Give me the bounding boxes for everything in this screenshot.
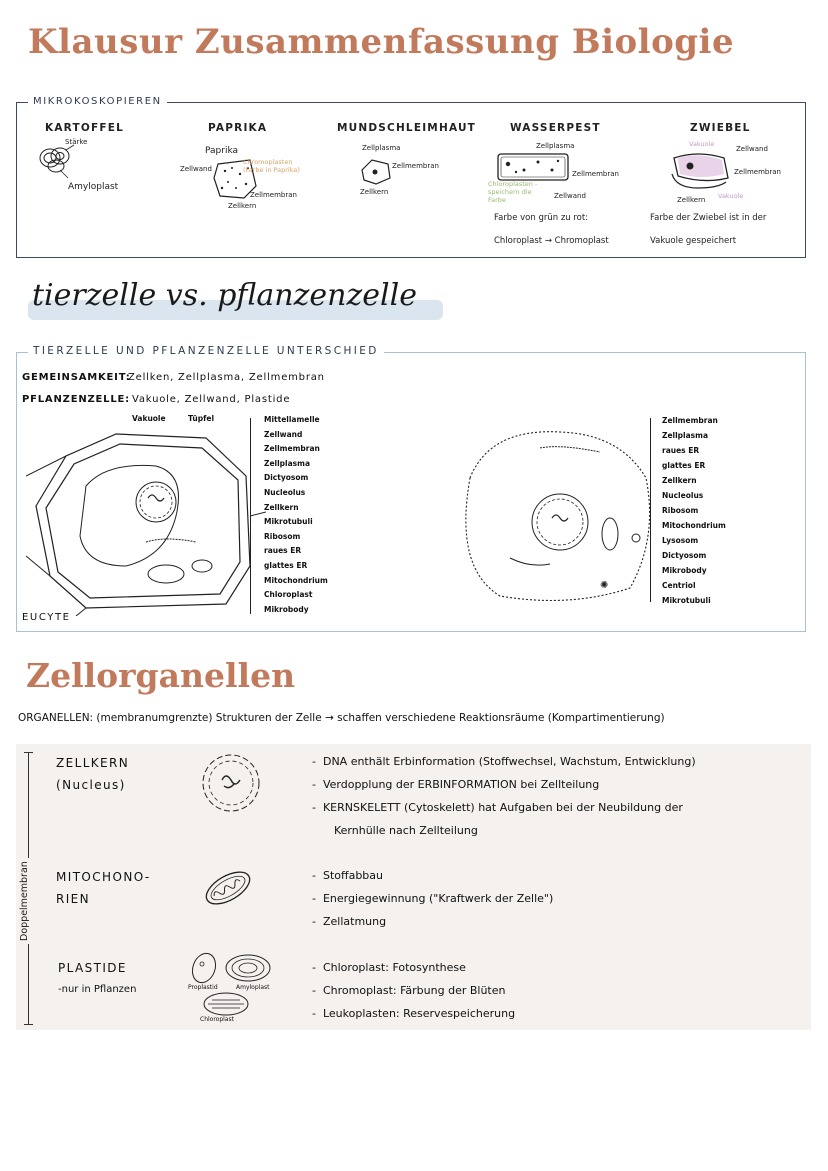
zellkern-name-sub: (Nucleus) (56, 778, 126, 792)
plastide-bullet: - Chromoplast: Färbung der Blüten (312, 984, 506, 997)
unterschied-label: TIERZELLE UND PFLANZENZELLE UNTERSCHIED (28, 345, 384, 357)
wasser-label-1: Zellmembran (572, 170, 619, 178)
wasser-label-0: Zellplasma (536, 142, 575, 150)
mund-drawing (358, 156, 394, 186)
mito-bullet: - Energiegewinnung ("Kraftwerk der Zelle") (312, 892, 554, 905)
plant-label: Chloroplast (264, 590, 313, 600)
paprika-label-0: Paprika (205, 146, 239, 156)
mito-bullets (312, 864, 553, 933)
plant-label: Zellkern (264, 502, 299, 512)
zellkern-bullet-cont: Kernhülle nach Zellteilung (334, 824, 478, 837)
plastide-bullet: - Leukoplasten: Reservespeicherung (312, 1007, 516, 1020)
wasser-label-3: Zellwand (554, 192, 586, 200)
paprika-label-3: Zellmembran (250, 191, 297, 199)
section-heading-tier-pflanze: tierzelle vs. pflanzenzelle (32, 278, 418, 313)
eucyte-label: EUCYTE (22, 612, 71, 623)
kartoffel-drawing (36, 140, 96, 180)
organellen-definition: ORGANELLEN: (membranumgrenzte) Strukturen der Zelle → schaffen verschiedene Reaktionsräume (Kompartimentierung) (18, 712, 665, 724)
zellkern-bullet: - Verdopplung der ERBINFORMATION bei Zellteilung (312, 778, 600, 791)
zwiebel-note-1: Farbe der Zwiebel ist in der (650, 213, 767, 223)
bracket-cap-top (24, 752, 33, 753)
zwiebel-label-3: Zellkern (677, 196, 706, 204)
animal-cell-drawing (450, 418, 660, 608)
nucleus-icon (196, 752, 266, 814)
plant-top-label-0: Vakuole (132, 414, 166, 423)
wasser-note-2: Chloroplast → Chromoplast (494, 236, 609, 246)
plastide-bullet: - Chloroplast: Fotosynthese (312, 961, 466, 974)
wasser-title: WASSERPEST (510, 122, 601, 134)
zwiebel-label-2: Zellmembran (734, 168, 781, 176)
wasser-note-1: Farbe von grün zu rot: (494, 213, 589, 223)
paprika-title: PAPRIKA (208, 122, 268, 134)
mund-title: MUNDSCHLEIMHAUT (337, 122, 477, 134)
animal-label: Nucleolus (662, 491, 704, 500)
animal-label: Mikrobody (662, 566, 707, 575)
kartoffel-label-amyloplast: Amyloplast (68, 182, 119, 192)
zwiebel-label-4: Vakuole (718, 192, 744, 200)
mito-bullet: - Zellatmung (312, 915, 387, 928)
animal-label: Centriol (662, 581, 696, 590)
plant-label: Dictyosom (264, 473, 309, 483)
gemeinsamkeit-value: Zellken, Zellplasma, Zellmembran (128, 372, 325, 383)
paprika-label-1: Zellwand (180, 165, 212, 173)
animal-label: Ribosom (662, 506, 699, 515)
plant-top-label-1: Tüpfel (188, 414, 215, 423)
zwiebel-title: ZWIEBEL (690, 122, 751, 134)
animal-label: raues ER (662, 446, 700, 455)
plastide-name-sub: -nur in Pflanzen (58, 984, 137, 995)
animal-label: Mikrotubuli (662, 596, 711, 605)
plant-label: Mitochondrium (264, 575, 328, 585)
mund-label-2: Zellkern (360, 188, 389, 196)
animal-label: Zellkern (662, 476, 697, 485)
plastide-icon-label-0: Proplastid (188, 984, 218, 991)
doppelmembran-label: Doppelmembran (19, 858, 30, 944)
plant-label: glattes ER (264, 560, 308, 570)
zwiebel-label-1: Zellwand (736, 145, 768, 153)
zellkern-bullet: - KERNSKELETT (Cytoskelett) hat Aufgaben bei der Neubildung der (312, 801, 683, 814)
plant-label-list (264, 413, 354, 617)
animal-label: Zellplasma (662, 431, 709, 440)
mikroskopieren-label: MIKROKOSKOPIEREN (28, 96, 167, 107)
plant-label: Zellwand (264, 429, 303, 439)
zellkern-bullets (312, 750, 696, 842)
mito-name-sub: RIEN (56, 892, 91, 906)
plant-leader-lines (250, 418, 264, 614)
plastide-icon-label-2: Chloroplast (200, 1016, 234, 1023)
plant-label: Mikrobody (264, 604, 309, 614)
plastide-icon-label-1: Amyloplast (236, 984, 270, 991)
wasser-drawing (494, 150, 574, 184)
plastide-bullets (312, 956, 515, 1025)
paprika-label-4: Zellkern (228, 202, 257, 210)
plant-label: raues ER (264, 546, 302, 556)
bracket-cap-bottom (24, 1024, 33, 1025)
zwiebel-drawing (668, 144, 738, 194)
plant-label: Zellplasma (264, 458, 311, 468)
plant-label: Nucleolus (264, 487, 306, 497)
plant-cell-drawing (26, 416, 266, 616)
zwiebel-label-0: Vakuole (689, 140, 715, 148)
mund-label-1: Zellmembran (392, 162, 439, 170)
paprika-label-2: Chromoplasten (Farbe in Paprika) (243, 158, 300, 174)
plastide-name: PLASTIDE (58, 961, 127, 975)
mito-bullet: - Stoffabbau (312, 869, 383, 882)
animal-label: glattes ER (662, 461, 706, 470)
page-title: Klausur Zusammenfassung Biologie (28, 22, 735, 62)
animal-label: Mitochondrium (662, 521, 726, 530)
plant-label: Ribosom (264, 531, 301, 541)
animal-leader-lines (650, 418, 662, 602)
animal-label: Lysosom (662, 536, 699, 545)
svg-text:✺: ✺ (600, 580, 609, 591)
plant-label: Mittellamelle (264, 415, 320, 424)
zwiebel-note-2: Vakuole gespeichert (650, 236, 737, 246)
mitochondrion-icon (200, 866, 256, 910)
mito-name: MITOCHONO- (56, 870, 151, 884)
zellkern-name: ZELLKERN (56, 756, 130, 770)
zellkern-bullet: - DNA enthält Erbinformation (Stoffwechsel, Wachstum, Entwicklung) (312, 755, 696, 768)
kartoffel-label-staerke: Stärke (65, 138, 88, 146)
animal-label: Zellmembran (662, 416, 718, 425)
animal-label: Dictyosom (662, 551, 707, 560)
pflanzenzelle-value: Vakuole, Zellwand, Plastide (132, 394, 291, 405)
animal-label-list (662, 413, 752, 608)
plant-label: Zellmembran (264, 444, 320, 454)
mund-label-0: Zellplasma (362, 144, 401, 152)
plant-label: Mikrotubuli (264, 517, 313, 527)
kartoffel-title: KARTOFFEL (45, 122, 124, 134)
gemeinsamkeit-key: GEMEINSAMKEIT: (22, 372, 131, 383)
wasser-label-2: Chloroplasten -speichern die Farbe (488, 180, 538, 204)
zellorganellen-title: Zellorganellen (26, 656, 296, 695)
pflanzenzelle-key: PFLANZENZELLE: (22, 394, 130, 405)
